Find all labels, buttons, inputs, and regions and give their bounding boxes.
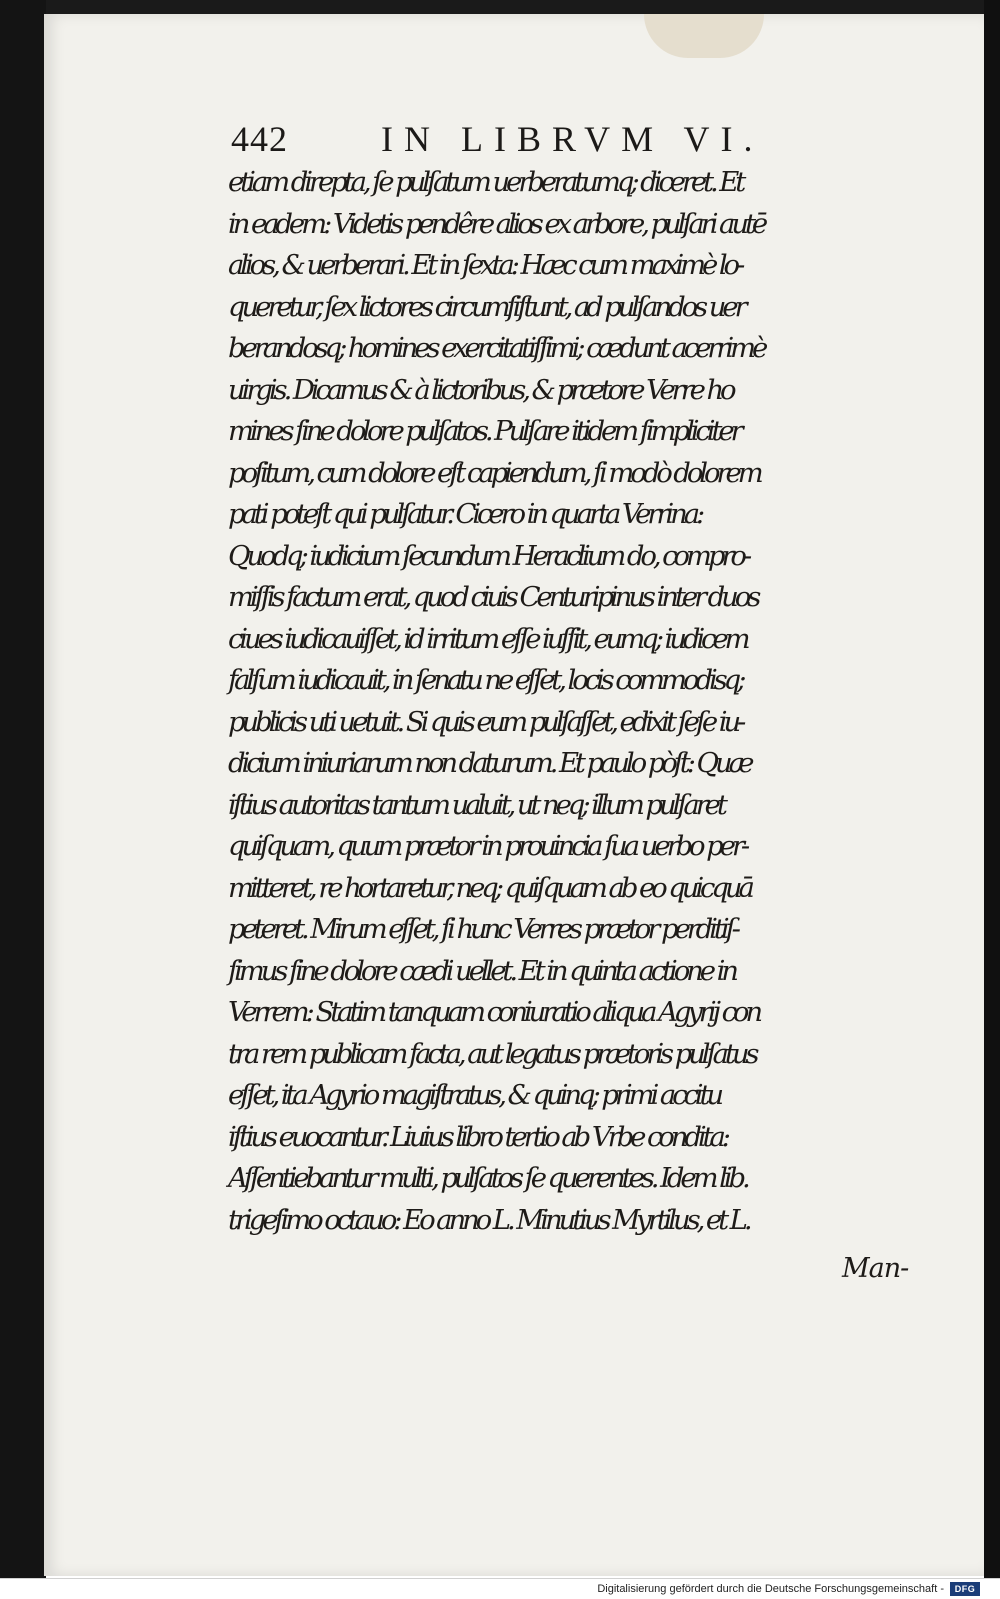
text-line: ſimus ſine dolore cædi uellet. Et in quinta actione in bbox=[228, 954, 735, 987]
text-line: in eadem: Videtis pendêre alios ex arbore, pulſari autē bbox=[228, 207, 765, 240]
text-line: publicis uti uetuit. Si quis eum pulſaſſet, edixit ſeſe iu- bbox=[228, 705, 743, 738]
text-line: dicium iniuriarum non daturum. Et paulo pòſt: Quæ bbox=[228, 747, 751, 779]
text-line: iſtius autoritas tantum ualuit, ut neq; illum pulſaret bbox=[228, 788, 724, 821]
text-line: Aſſentiebantur multi, pulſatos ſe querentes. Idem lib. bbox=[228, 1162, 747, 1194]
text-line: Quodq; iudicium ſecundum Heraclium do, compro- bbox=[228, 539, 749, 572]
text-line: peteret. Mirum eſſet, ſi hunc Verres prætor perditiſ- bbox=[228, 913, 737, 945]
scan-background-right bbox=[984, 0, 1000, 1578]
catchword: Man- bbox=[842, 1253, 909, 1284]
text-line: iſtius euocantur. Liuius libro tertio ab Vrbe condita: bbox=[228, 1120, 727, 1153]
text-line: uirgis. Dicamus & à lictoribus, & prætore Verre ho bbox=[228, 373, 733, 406]
text-line: mines ſine dolore pulſatos. Pulſare itidem ſimpliciter bbox=[228, 415, 740, 447]
text-line: trigeſimo octauo: Eo anno L. Minutius Myrtilus, et L. bbox=[228, 1203, 749, 1236]
text-line: falſum iudicauit, in ſenatu ne eſſet, locis commodisq; bbox=[228, 664, 743, 696]
text-line: ciues iudicauiſſet, id irritum eſſe iuſſit, eumq; iudicem bbox=[228, 622, 747, 655]
text-line: mitteret, re hortaretur, neq; quiſquam ab eo quicquā bbox=[228, 871, 751, 904]
text-line: tra rem publicam facta, aut legatus prætoris pulſatus bbox=[228, 1037, 756, 1070]
text-line: alios, & uerberari. Et in ſexta: Hæc cum maximè lo- bbox=[228, 249, 742, 281]
text-line: etiam direpta, ſe pulſatum uerberatumq; diceret. Et bbox=[228, 166, 743, 198]
text-line: miſſis factum erat, quod ciuis Centuripinus inter duos bbox=[228, 581, 758, 613]
dfg-logo: DFG bbox=[950, 1582, 980, 1596]
text-line: eſſet, ita Agyrio magiſtratus, & quinq; primi accitu bbox=[228, 1079, 721, 1111]
text-line: quiſquam, quum prætor in prouincia ſua uerbo per- bbox=[228, 830, 747, 862]
running-title: IN LIBRVM VI. bbox=[381, 119, 764, 159]
paper-stain bbox=[644, 14, 764, 58]
footer-credit: Digitalisierung gefördert durch die Deutsche Forschungsgemeinschaft - bbox=[597, 1583, 944, 1595]
text-line: pati poteſt qui pulſatur. Cicero in quarta Verrina: bbox=[228, 498, 702, 530]
body-text bbox=[228, 162, 928, 1241]
page-number: 442 bbox=[231, 119, 288, 159]
text-line: berandosq; homines exercitatiſſimi; cædunt acerrimè bbox=[228, 332, 765, 364]
text-line: poſitum, cum dolore eſt capiendum, ſi modò dolorem bbox=[228, 456, 760, 489]
text-line: queretur, ſex lictores circumſiſtunt, ad pulſandos uer bbox=[228, 290, 744, 323]
page-header bbox=[231, 118, 911, 168]
scan-background-left bbox=[0, 0, 46, 1578]
text-line: Verrem: Statim tanquam coniuratio aliqua Agyrij con bbox=[228, 996, 759, 1028]
footer-bar bbox=[0, 1578, 1000, 1599]
